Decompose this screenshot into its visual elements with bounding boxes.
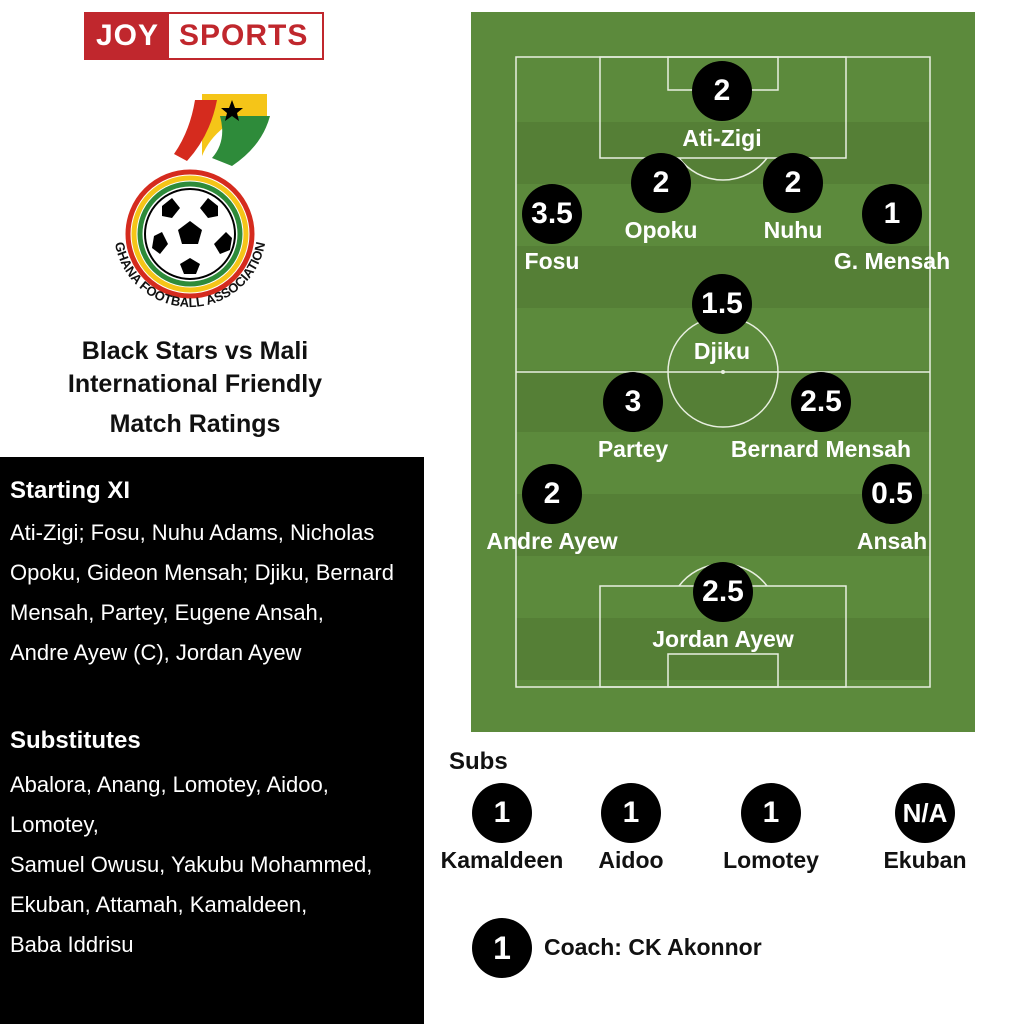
- rating-badge: 2: [763, 153, 823, 213]
- rating-badge: 1: [862, 184, 922, 244]
- rating-badge: 1: [472, 783, 532, 843]
- rating-badge: 2: [692, 61, 752, 121]
- player-name: Andre Ayew: [486, 528, 618, 554]
- sub-name: Ekuban: [883, 847, 967, 873]
- starting-xi-line: Opoku, Gideon Mensah; Djiku, Bernard: [10, 560, 394, 585]
- starting-xi-list: [10, 513, 410, 673]
- subs-heading: Subs: [449, 748, 508, 775]
- rating-badge: 2: [631, 153, 691, 213]
- player-name: Ati-Zigi: [682, 125, 762, 151]
- gfa-crest-text: GHANA FOOTBALL ASSOCIATION: [111, 240, 269, 311]
- substitutes-line: Ekuban, Attamah, Kamaldeen,: [10, 892, 308, 917]
- player-name: Ansah: [856, 528, 928, 554]
- coach-label: Coach: CK Akonnor: [544, 934, 762, 960]
- rating-badge: 2: [522, 464, 582, 524]
- starting-xi-line: Mensah, Partey, Eugene Ansah,: [10, 600, 324, 625]
- sub-name: Kamaldeen: [440, 847, 564, 873]
- joy-sports-logo: [84, 12, 324, 60]
- gfa-crest-logo: [92, 86, 292, 326]
- brand-joy: JOY: [86, 14, 169, 58]
- rating-badge: 3.5: [522, 184, 582, 244]
- player-name: Jordan Ayew: [652, 626, 794, 652]
- substitutes-list: [10, 765, 410, 965]
- player-name: Partey: [597, 436, 669, 462]
- brand-sports: SPORTS: [179, 19, 309, 52]
- rating-badge: N/A: [895, 783, 955, 843]
- coach-rating-badge: 1: [472, 918, 532, 978]
- substitutes-line: Samuel Owusu, Yakubu Mohammed,: [10, 852, 373, 877]
- rating-badge: 2.5: [693, 562, 753, 622]
- match-title-line1: Black Stars vs Mali: [81, 337, 309, 365]
- player-name: Opoku: [624, 217, 698, 243]
- sub-name: Aidoo: [598, 847, 664, 873]
- rating-badge: 2.5: [791, 372, 851, 432]
- lineup-panel: [0, 457, 424, 1024]
- substitutes-line: Baba Iddrisu: [10, 932, 134, 957]
- rating-badge: 1: [741, 783, 801, 843]
- match-title-line2: International Friendly: [67, 370, 323, 398]
- rating-badge: 1: [601, 783, 661, 843]
- sub-name: Lomotey: [723, 847, 819, 873]
- starting-xi-line: Ati-Zigi; Fosu, Nuhu Adams, Nicholas: [10, 520, 375, 545]
- football-pitch: [471, 12, 975, 732]
- rating-badge: 3: [603, 372, 663, 432]
- rating-badge: 1.5: [692, 274, 752, 334]
- substitutes-heading: Substitutes: [10, 727, 141, 754]
- player-name: Djiku: [693, 338, 751, 364]
- player-name: G. Mensah: [833, 248, 951, 274]
- player-name: Fosu: [524, 248, 580, 274]
- player-name: Nuhu: [763, 217, 823, 243]
- player-name: Bernard Mensah: [730, 436, 912, 462]
- match-title: [20, 335, 370, 401]
- substitutes-line: Abalora, Anang, Lomotey, Aidoo, Lomotey,: [10, 772, 329, 837]
- starting-xi-heading: Starting XI: [10, 477, 131, 504]
- match-subtitle: Match Ratings: [109, 410, 281, 438]
- rating-badge: 0.5: [862, 464, 922, 524]
- starting-xi-line: Andre Ayew (C), Jordan Ayew: [10, 640, 302, 665]
